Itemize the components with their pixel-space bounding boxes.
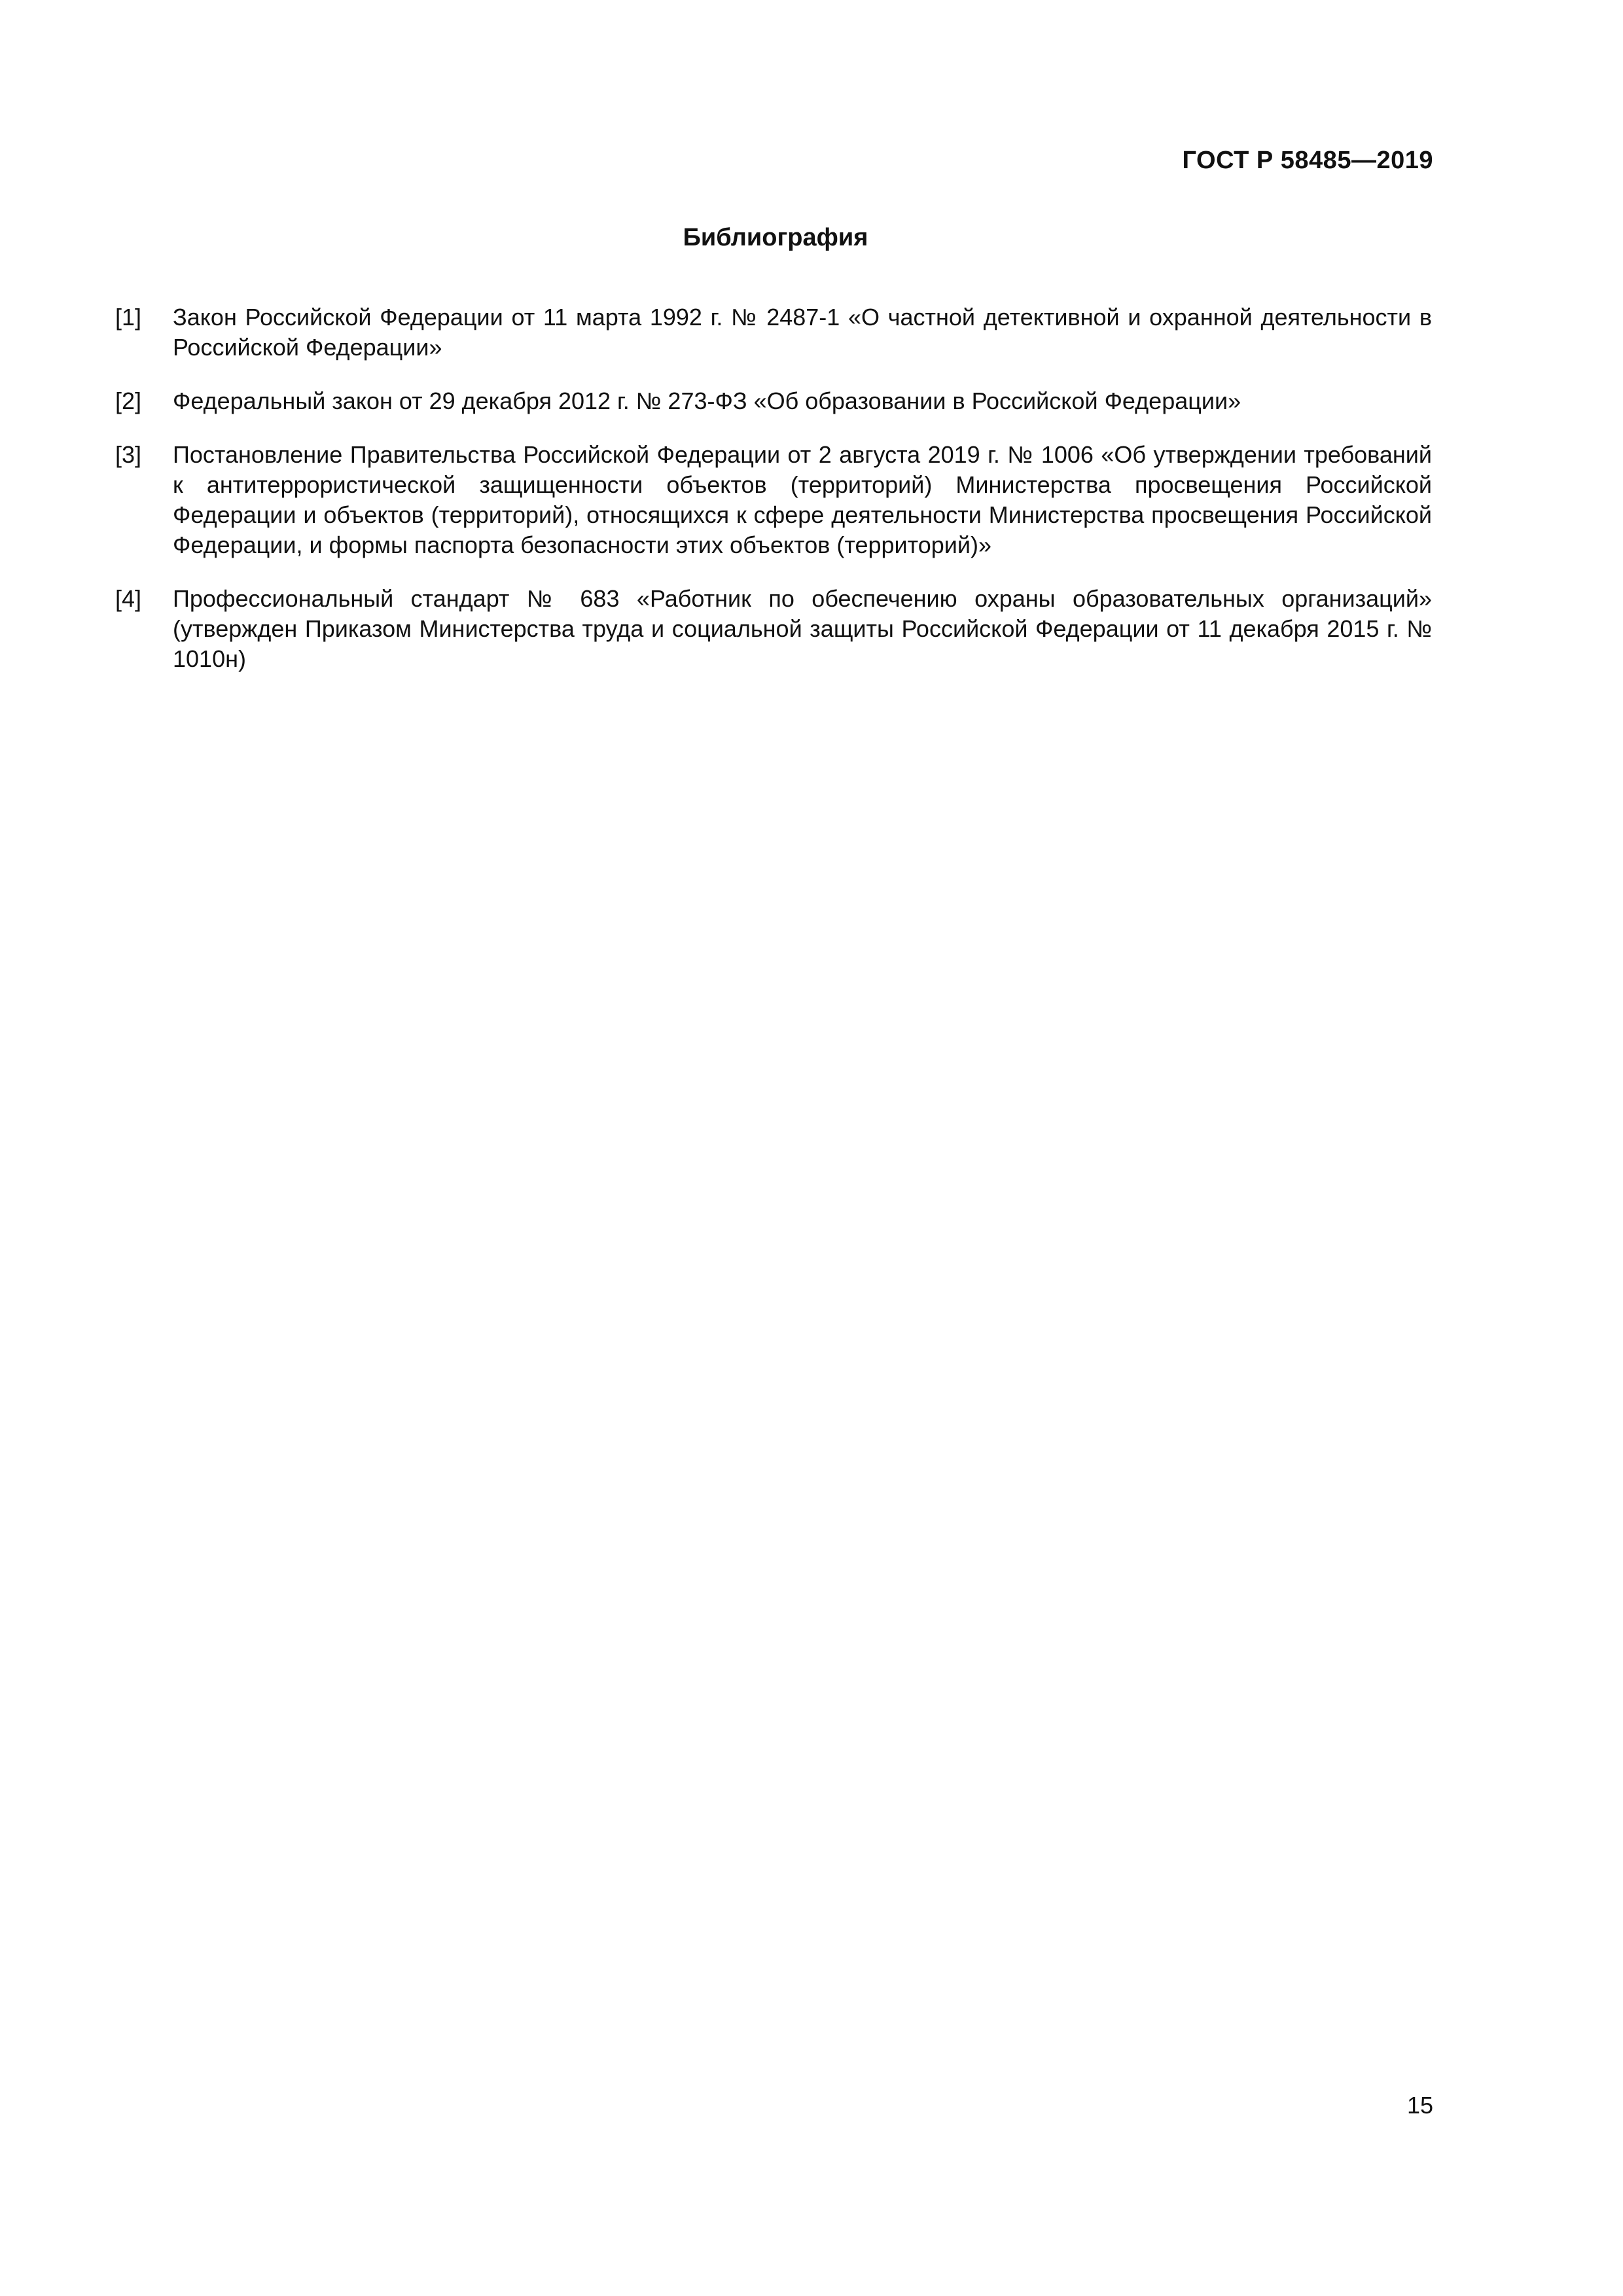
bibliography-entry-text: Закон Российской Федерации от 11 марта 1992 г. № 2487-1 «О частной детективной и охранной деятельности в Российской Федерации»: [173, 304, 1432, 361]
bibliography-entry-number: [4]: [115, 585, 142, 612]
bibliography-entry-text: Постановление Правительства Российской Федерации от 2 августа 2019 г. № 1006 «Об утверждении требований к антитеррористической защищенности объектов (территорий) Министерства просвещения Российской Федерации и объектов (территорий), относящихся к сфере деятельности Министерства просвещения Российской Федерации, и формы паспорта безопасности этих объектов (территорий)»: [173, 441, 1432, 558]
bibliography-entry-number: [2]: [115, 387, 142, 414]
bibliography-entry: [115, 440, 1432, 560]
section-title: Библиография: [683, 224, 868, 251]
bibliography-entry: [115, 386, 1432, 416]
document-code: ГОСТ Р 58485—2019: [1182, 147, 1433, 174]
bibliography-entry: [115, 584, 1432, 674]
page-number: 15: [1406, 2092, 1433, 2119]
bibliography-entry-number: [3]: [115, 441, 142, 468]
bibliography-entry-text: Федеральный закон от 29 декабря 2012 г. № 273-ФЗ «Об образовании в Российской Федерации»: [173, 387, 1241, 414]
bibliography-entry-text: Профессиональный стандарт № 683 «Работник по обеспечению охраны образовательных организаций» (утвержден Приказом Министерства труда и социальной защиты Российской Федерации от 11 декабря 2015 г. № 1010н): [173, 585, 1432, 672]
bibliography-list: [115, 302, 1432, 698]
bibliography-entry-number: [1]: [115, 304, 142, 331]
bibliography-entry: [115, 302, 1432, 363]
